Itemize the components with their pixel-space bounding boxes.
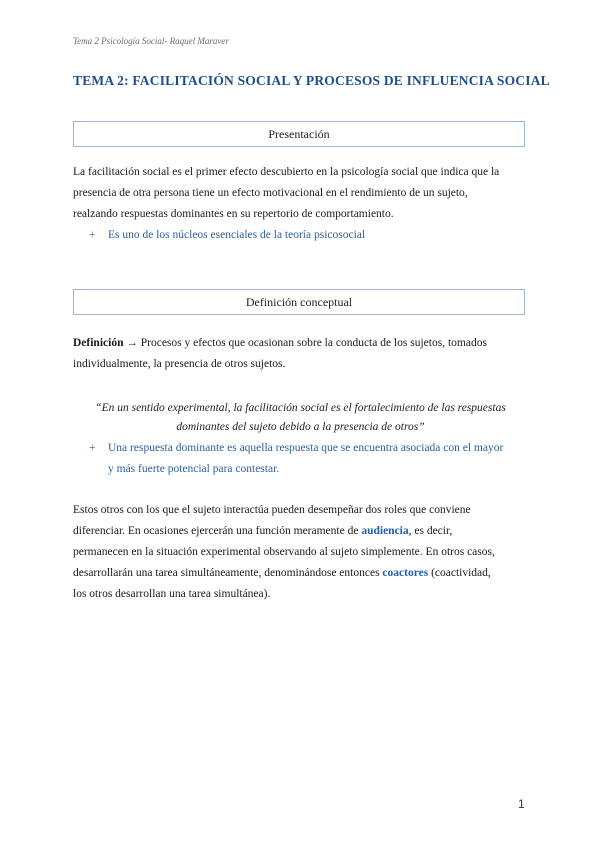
term-coactores: coactores — [382, 567, 429, 579]
definition-term: Definición — [73, 337, 124, 349]
bullet-line: Una respuesta dominante es aquella respuesta que se encuentra asociada con el mayor — [108, 442, 504, 454]
paragraph-line: La facilitación social es el primer efecto descubierto en la psicología social que indica que la — [73, 166, 500, 178]
paragraph-line — [73, 521, 528, 542]
definition-text: Procesos y efectos que ocasionan sobre la conducta de los sujetos, tomados — [140, 337, 487, 349]
quote-line: dominantes del sujeto debido a la presencia de otros” — [176, 421, 425, 433]
arrow-icon: → — [126, 337, 138, 349]
bullet-item — [89, 438, 529, 475]
term-audiencia: audiencia — [361, 525, 409, 537]
plus-bullet-icon: + — [89, 442, 96, 454]
quote-line: “En un sentido experimental, la facilitación social es el fortalecimiento de las respuestas — [95, 402, 506, 414]
bullet-text: Es uno de los núcleos esenciales de la teoría psicosocial — [108, 229, 366, 241]
page-number: 1 — [518, 797, 525, 811]
document-title: TEMA 2: FACILITACIÓN SOCIAL Y PROCESOS DE INFLUENCIA SOCIAL — [73, 73, 550, 88]
section-heading-presentacion: Presentación — [73, 121, 525, 147]
line-segment: (coactividad, — [428, 567, 491, 579]
paragraph-line: realzando respuestas dominantes en su repertorio de comportamiento. — [73, 208, 394, 220]
bullet-line: y más fuerte potencial para contestar. — [108, 463, 280, 475]
plus-bullet-icon: + — [89, 229, 96, 241]
paragraph-line — [73, 333, 528, 354]
definition-quote — [73, 399, 528, 437]
line-segment: desarrollarán una tarea simultáneamente, denominándose entonces — [73, 567, 383, 579]
paragraph-line: presencia de otra persona tiene un efecto motivacional en el rendimiento de un sujeto, — [73, 187, 468, 199]
paragraph-line: individualmente, la presencia de otros sujetos. — [73, 358, 286, 370]
roles-paragraph — [73, 500, 528, 605]
line-segment: diferenciar. En ocasiones ejercerán una función meramente de — [73, 525, 362, 537]
running-header: Tema 2 Psicología Social- Raquel Maraver — [73, 36, 229, 46]
paragraph-line: Estos otros con los que el sujeto interactúa pueden desempeñar dos roles que conviene — [73, 504, 471, 516]
bullet-text — [108, 438, 528, 480]
definition-paragraph — [73, 333, 528, 375]
section-heading-definicion: Definición conceptual — [73, 289, 525, 315]
paragraph-line: los otros desarrollan una tarea simultánea). — [73, 588, 271, 600]
presentation-paragraph — [73, 162, 528, 225]
paragraph-line: permanecen en la situación experimental observando al sujeto simplemente. En otros casos, — [73, 546, 495, 558]
paragraph-line — [73, 563, 528, 584]
bullet-item — [89, 225, 529, 246]
line-segment: , es decir, — [408, 525, 453, 537]
